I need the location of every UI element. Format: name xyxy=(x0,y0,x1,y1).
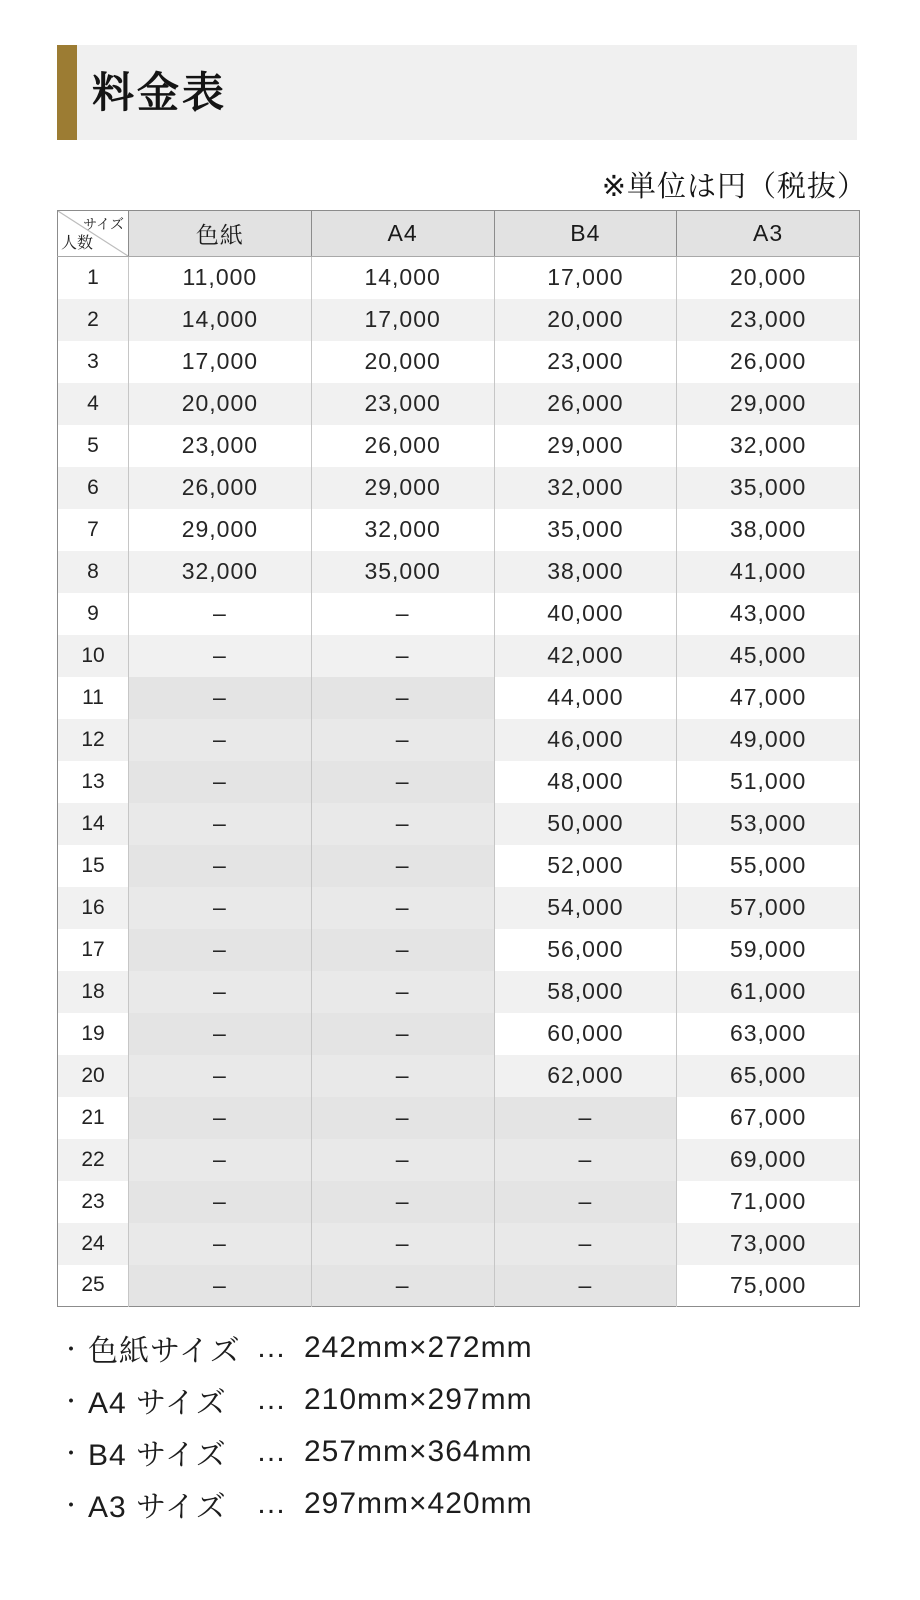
price-cell: 26,000 xyxy=(311,425,494,467)
price-cell: 26,000 xyxy=(677,341,860,383)
note-dots: … xyxy=(256,1331,286,1364)
note-label: A4 サイズ xyxy=(88,1387,227,1420)
price-cell: 60,000 xyxy=(494,1013,677,1055)
table-row xyxy=(58,635,860,677)
note-dots: … xyxy=(256,1435,286,1468)
size-note-line xyxy=(60,1478,760,1530)
price-cell: 40,000 xyxy=(494,593,677,635)
price-cell: 75,000 xyxy=(677,1265,860,1307)
price-cell: 29,000 xyxy=(677,383,860,425)
price-cell: 29,000 xyxy=(129,509,312,551)
price-cell: – xyxy=(311,1013,494,1055)
corner-people-label: 人数 xyxy=(61,235,94,252)
price-cell: – xyxy=(494,1181,677,1223)
price-cell: – xyxy=(494,1265,677,1307)
price-cell: 11,000 xyxy=(129,257,312,299)
price-cell: – xyxy=(311,1055,494,1097)
note-dots: … xyxy=(256,1383,286,1416)
price-cell: 17,000 xyxy=(311,299,494,341)
table-row xyxy=(58,425,860,467)
price-cell: 20,000 xyxy=(494,299,677,341)
price-cell: 46,000 xyxy=(494,719,677,761)
price-table-body xyxy=(58,257,860,1307)
row-people-count: 23 xyxy=(81,1189,105,1213)
row-people-count: 22 xyxy=(81,1147,105,1171)
table-row xyxy=(58,299,860,341)
price-cell: – xyxy=(129,1265,312,1307)
note-bullet: ・ xyxy=(60,1336,83,1362)
page-title: 料金表 xyxy=(92,68,228,116)
size-note-line xyxy=(60,1426,760,1478)
accent-bar xyxy=(57,45,77,140)
row-people-count: 7 xyxy=(87,517,99,541)
price-cell: 38,000 xyxy=(677,509,860,551)
price-cell: – xyxy=(129,761,312,803)
table-row xyxy=(58,1265,860,1307)
price-cell: 59,000 xyxy=(677,929,860,971)
size-notes xyxy=(60,1322,760,1530)
price-cell: – xyxy=(129,1013,312,1055)
price-cell: 14,000 xyxy=(129,299,312,341)
price-cell: – xyxy=(129,971,312,1013)
price-cell: 32,000 xyxy=(677,425,860,467)
price-cell: – xyxy=(129,1097,312,1139)
table-row xyxy=(58,341,860,383)
price-cell: 41,000 xyxy=(677,551,860,593)
row-people-count: 21 xyxy=(81,1105,105,1129)
table-row xyxy=(58,1055,860,1097)
price-cell: 43,000 xyxy=(677,593,860,635)
row-people-count: 13 xyxy=(81,769,105,793)
note-value: 210mm×297mm xyxy=(304,1383,533,1416)
price-cell: – xyxy=(129,929,312,971)
corner-header-cell xyxy=(58,211,129,257)
row-people-count: 17 xyxy=(81,937,105,961)
row-people-count: 14 xyxy=(81,811,105,835)
note-value: 242mm×272mm xyxy=(304,1331,533,1364)
note-label: 色紙サイズ xyxy=(88,1335,241,1368)
price-cell: – xyxy=(311,719,494,761)
row-people-count: 18 xyxy=(81,979,105,1003)
price-cell: – xyxy=(311,1265,494,1307)
table-row xyxy=(58,929,860,971)
row-people-count: 25 xyxy=(81,1273,105,1297)
price-cell: 20,000 xyxy=(677,257,860,299)
table-row xyxy=(58,1181,860,1223)
table-row xyxy=(58,971,860,1013)
price-cell: 45,000 xyxy=(677,635,860,677)
table-row xyxy=(58,1013,860,1055)
price-cell: 17,000 xyxy=(494,257,677,299)
price-cell: 23,000 xyxy=(129,425,312,467)
price-cell: 69,000 xyxy=(677,1139,860,1181)
price-cell: – xyxy=(311,929,494,971)
price-cell: 42,000 xyxy=(494,635,677,677)
price-cell: – xyxy=(129,719,312,761)
price-table-header xyxy=(58,211,860,257)
row-people-count: 20 xyxy=(81,1063,105,1087)
table-row xyxy=(58,467,860,509)
price-cell: 73,000 xyxy=(677,1223,860,1265)
price-cell: 32,000 xyxy=(494,467,677,509)
price-cell: – xyxy=(311,803,494,845)
price-cell: 71,000 xyxy=(677,1181,860,1223)
table-row xyxy=(58,593,860,635)
row-people-count: 4 xyxy=(87,391,99,415)
price-cell: 23,000 xyxy=(677,299,860,341)
price-cell: 51,000 xyxy=(677,761,860,803)
table-row xyxy=(58,845,860,887)
note-bullet: ・ xyxy=(60,1388,83,1414)
price-cell: – xyxy=(129,1181,312,1223)
row-people-count: 2 xyxy=(87,307,99,331)
price-cell: 32,000 xyxy=(311,509,494,551)
note-bullet: ・ xyxy=(60,1440,83,1466)
price-cell: – xyxy=(129,593,312,635)
table-row xyxy=(58,677,860,719)
row-people-count: 11 xyxy=(82,685,104,709)
size-note-line xyxy=(60,1374,760,1426)
price-cell: 48,000 xyxy=(494,761,677,803)
table-row xyxy=(58,257,860,299)
price-cell: – xyxy=(129,845,312,887)
price-cell: – xyxy=(311,761,494,803)
row-people-count: 9 xyxy=(87,601,99,625)
price-cell: – xyxy=(129,677,312,719)
table-row xyxy=(58,1097,860,1139)
price-cell: 26,000 xyxy=(494,383,677,425)
price-cell: 58,000 xyxy=(494,971,677,1013)
size-note-line xyxy=(60,1322,760,1374)
row-people-count: 12 xyxy=(81,727,105,751)
table-row xyxy=(58,887,860,929)
column-header-a4: A4 xyxy=(311,211,494,257)
price-cell: 53,000 xyxy=(677,803,860,845)
price-cell: 20,000 xyxy=(311,341,494,383)
row-people-count: 10 xyxy=(81,643,105,667)
row-people-count: 15 xyxy=(81,853,105,877)
table-row xyxy=(58,803,860,845)
row-people-count: 5 xyxy=(87,433,99,457)
price-cell: – xyxy=(494,1097,677,1139)
price-cell: 32,000 xyxy=(129,551,312,593)
table-row xyxy=(58,1223,860,1265)
price-cell: 47,000 xyxy=(677,677,860,719)
column-header-b4: B4 xyxy=(494,211,677,257)
price-cell: – xyxy=(311,677,494,719)
price-cell: – xyxy=(494,1223,677,1265)
price-cell: 35,000 xyxy=(677,467,860,509)
table-row xyxy=(58,1139,860,1181)
price-cell: 50,000 xyxy=(494,803,677,845)
unit-note: ※単位は円（税抜） xyxy=(601,171,867,203)
row-people-count: 24 xyxy=(81,1231,105,1255)
price-cell: – xyxy=(129,1223,312,1265)
row-people-count: 1 xyxy=(87,265,99,289)
table-row xyxy=(58,719,860,761)
price-cell: 38,000 xyxy=(494,551,677,593)
price-cell: 55,000 xyxy=(677,845,860,887)
price-cell: 20,000 xyxy=(129,383,312,425)
price-cell: 62,000 xyxy=(494,1055,677,1097)
price-cell: 52,000 xyxy=(494,845,677,887)
price-cell: – xyxy=(311,887,494,929)
price-cell: – xyxy=(311,1097,494,1139)
row-people-count: 3 xyxy=(87,349,99,373)
row-people-count: 6 xyxy=(87,475,99,499)
price-cell: 35,000 xyxy=(311,551,494,593)
price-cell: – xyxy=(129,1139,312,1181)
table-row xyxy=(58,509,860,551)
column-header-shikishi: 色紙 xyxy=(129,211,312,257)
header-row xyxy=(58,211,860,257)
price-cell: 44,000 xyxy=(494,677,677,719)
price-cell: – xyxy=(129,1055,312,1097)
price-cell: 35,000 xyxy=(494,509,677,551)
price-cell: – xyxy=(129,635,312,677)
price-cell: – xyxy=(311,845,494,887)
corner-size-label: サイズ xyxy=(83,216,124,232)
note-label: A3 サイズ xyxy=(88,1491,227,1524)
price-cell: 23,000 xyxy=(494,341,677,383)
price-cell: 14,000 xyxy=(311,257,494,299)
row-people-count: 19 xyxy=(81,1021,105,1045)
row-people-count: 16 xyxy=(81,895,105,919)
price-cell: 26,000 xyxy=(129,467,312,509)
page-title-banner xyxy=(57,45,857,140)
price-cell: – xyxy=(311,971,494,1013)
note-value: 257mm×364mm xyxy=(304,1435,533,1468)
price-cell: 61,000 xyxy=(677,971,860,1013)
price-cell: 17,000 xyxy=(129,341,312,383)
column-header-a3: A3 xyxy=(677,211,860,257)
price-cell: 63,000 xyxy=(677,1013,860,1055)
price-cell: 56,000 xyxy=(494,929,677,971)
price-cell: 57,000 xyxy=(677,887,860,929)
note-dots: … xyxy=(256,1487,286,1520)
price-cell: – xyxy=(311,635,494,677)
table-row xyxy=(58,383,860,425)
price-cell: 29,000 xyxy=(311,467,494,509)
table-row xyxy=(58,551,860,593)
note-value: 297mm×420mm xyxy=(304,1487,533,1520)
price-cell: 29,000 xyxy=(494,425,677,467)
price-cell: 67,000 xyxy=(677,1097,860,1139)
row-people-count: 8 xyxy=(87,559,99,583)
table-row xyxy=(58,761,860,803)
price-cell: – xyxy=(311,1223,494,1265)
price-table xyxy=(57,210,860,1307)
price-cell: – xyxy=(129,803,312,845)
price-cell: 23,000 xyxy=(311,383,494,425)
price-cell: 65,000 xyxy=(677,1055,860,1097)
price-cell: – xyxy=(311,1181,494,1223)
price-cell: – xyxy=(311,593,494,635)
price-cell: – xyxy=(311,1139,494,1181)
note-label: B4 サイズ xyxy=(88,1439,227,1472)
price-cell: 54,000 xyxy=(494,887,677,929)
note-bullet: ・ xyxy=(60,1492,83,1518)
price-cell: 49,000 xyxy=(677,719,860,761)
price-cell: – xyxy=(129,887,312,929)
price-cell: – xyxy=(494,1139,677,1181)
